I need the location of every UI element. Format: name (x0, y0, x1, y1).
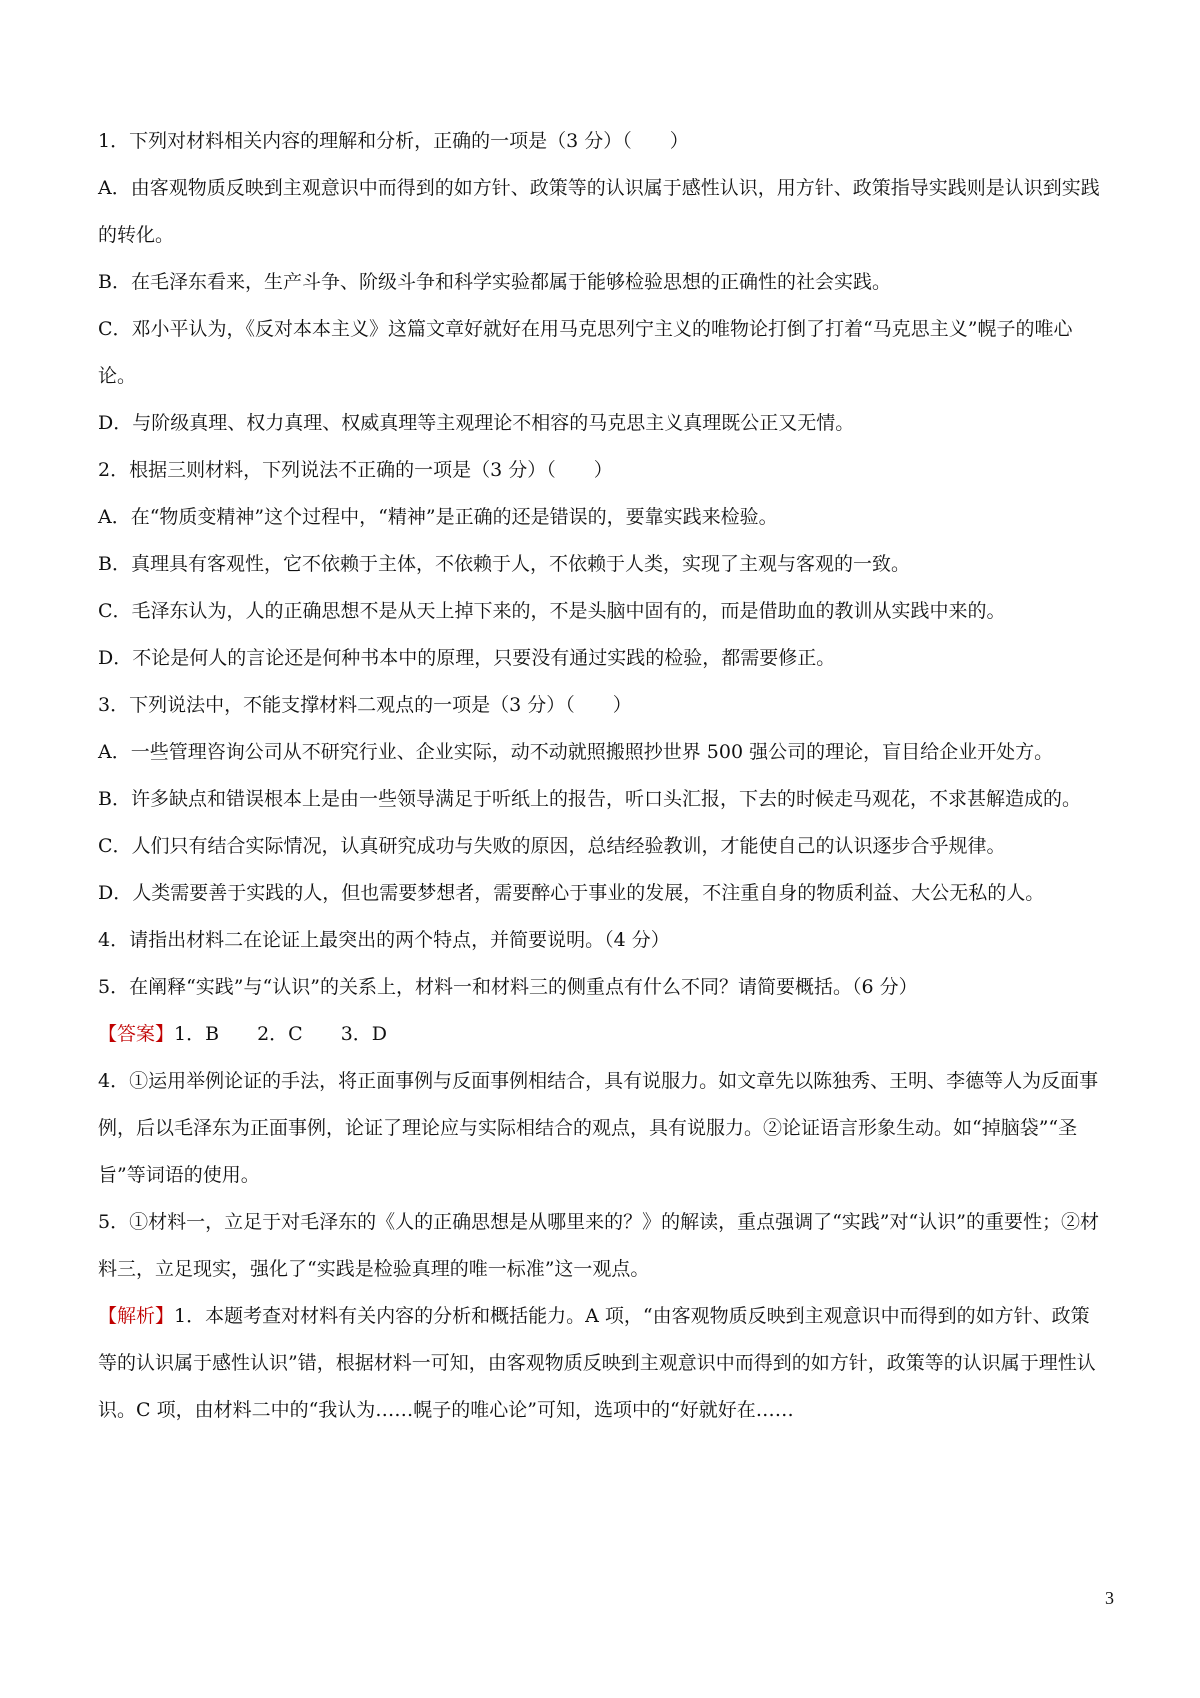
q1-option-c: C．邓小平认为，《反对本本主义》这篇文章好就好在用马克思列宁主义的唯物论打倒了打着“马克思主义”幌子的唯心论。 (98, 318, 1073, 387)
document-body (98, 118, 1104, 1434)
q1-option-d: D．与阶级真理、权力真理、权威真理等主观理论不相容的马克思主义真理既公正又无情。 (98, 412, 855, 434)
answer-line (98, 1011, 1104, 1058)
q3-option-d: D．人类需要善于实践的人，但也需要梦想者，需要醉心于事业的发展，不注重自身的物质利益、大公无私的人。 (98, 882, 1045, 904)
answer-4: 4．①运用举例论证的手法，将正面事例与反面事例相结合，具有说服力。如文章先以陈独秀、王明、李德等人为反面事例，后以毛泽东为正面事例，论证了理论应与实际相结合的观点，具有说服力。②论证语言形象生动。如“掉脑袋”“圣旨”等词语的使用。 (98, 1070, 1099, 1186)
q3-option-c: C．人们只有结合实际情况，认真研究成功与失败的原因，总结经验教训，才能使自己的认识逐步合乎规律。 (98, 835, 1006, 857)
q2-option-d: D．不论是何人的言论还是何种书本中的原理，只要没有通过实践的检验，都需要修正。 (98, 647, 836, 669)
q1-option-b: B．在毛泽东看来，生产斗争、阶级斗争和科学实验都属于能够检验思想的正确性的社会实践。 (98, 271, 891, 293)
q3-option-a: A．一些管理咨询公司从不研究行业、企业实际，动不动就照搬照抄世界 500 强公司的理论，盲目给企业开处方。 (98, 741, 1054, 763)
answer-choices: 1．B 2．C 3．D (174, 1023, 388, 1045)
page-number: 3 (1105, 1588, 1114, 1608)
answer-5: 5．①材料一，立足于对毛泽东的《人的正确思想是从哪里来的？》的解读，重点强调了“实践”对“认识”的重要性；②材料三，立足现实，强化了“实践是检验真理的唯一标准”这一观点。 (98, 1211, 1099, 1280)
analysis-paragraph (98, 1293, 1104, 1434)
q2-option-a: A．在“物质变精神”这个过程中，“精神”是正确的还是错误的，要靠实践来检验。 (98, 506, 778, 528)
analysis-text: 1．本题考查对材料有关内容的分析和概括能力。A 项，“由客观物质反映到主观意识中而得到的如方针、政策等的认识属于感性认识”错，根据材料一可知，由客观物质反映到主观意识中而得到的如方针，政策等的认识属于理性认识。C 项，由材料二中的“我认为……幌子的唯心论”可知，选项中的“好就好在…… (98, 1305, 1096, 1421)
q1-stem: 1．下列对材料相关内容的理解和分析，正确的一项是（3 分）（ ） (98, 130, 689, 152)
q3-option-b: B．许多缺点和错误根本上是由一些领导满足于听纸上的报告，听口头汇报，下去的时候走马观花，不求甚解造成的。 (98, 788, 1081, 810)
q3-stem: 3．下列说法中，不能支撑材料二观点的一项是（3 分）（ ） (98, 694, 632, 716)
answer-tag: 【答案】 (98, 1023, 175, 1045)
q2-stem: 2．根据三则材料，下列说法不正确的一项是（3 分）（ ） (98, 459, 613, 481)
q1-option-a: A．由客观物质反映到主观意识中而得到的如方针、政策等的认识属于感性认识，用方针、政策指导实践则是认识到实践的转化。 (98, 177, 1100, 246)
q2-option-b: B．真理具有客观性，它不依赖于主体，不依赖于人，不依赖于人类，实现了主观与客观的一致。 (98, 553, 910, 575)
q5-stem: 5．在阐释“实践”与“认识”的关系上，材料一和材料三的侧重点有什么不同？请简要概括。（6 分） (98, 976, 918, 998)
analysis-tag: 【解析】 (98, 1305, 175, 1327)
q2-option-c: C．毛泽东认为，人的正确思想不是从天上掉下来的，不是头脑中固有的，而是借助血的教训从实践中来的。 (98, 600, 1006, 622)
q4-stem: 4．请指出材料二在论证上最突出的两个特点，并简要说明。（4 分） (98, 929, 670, 951)
